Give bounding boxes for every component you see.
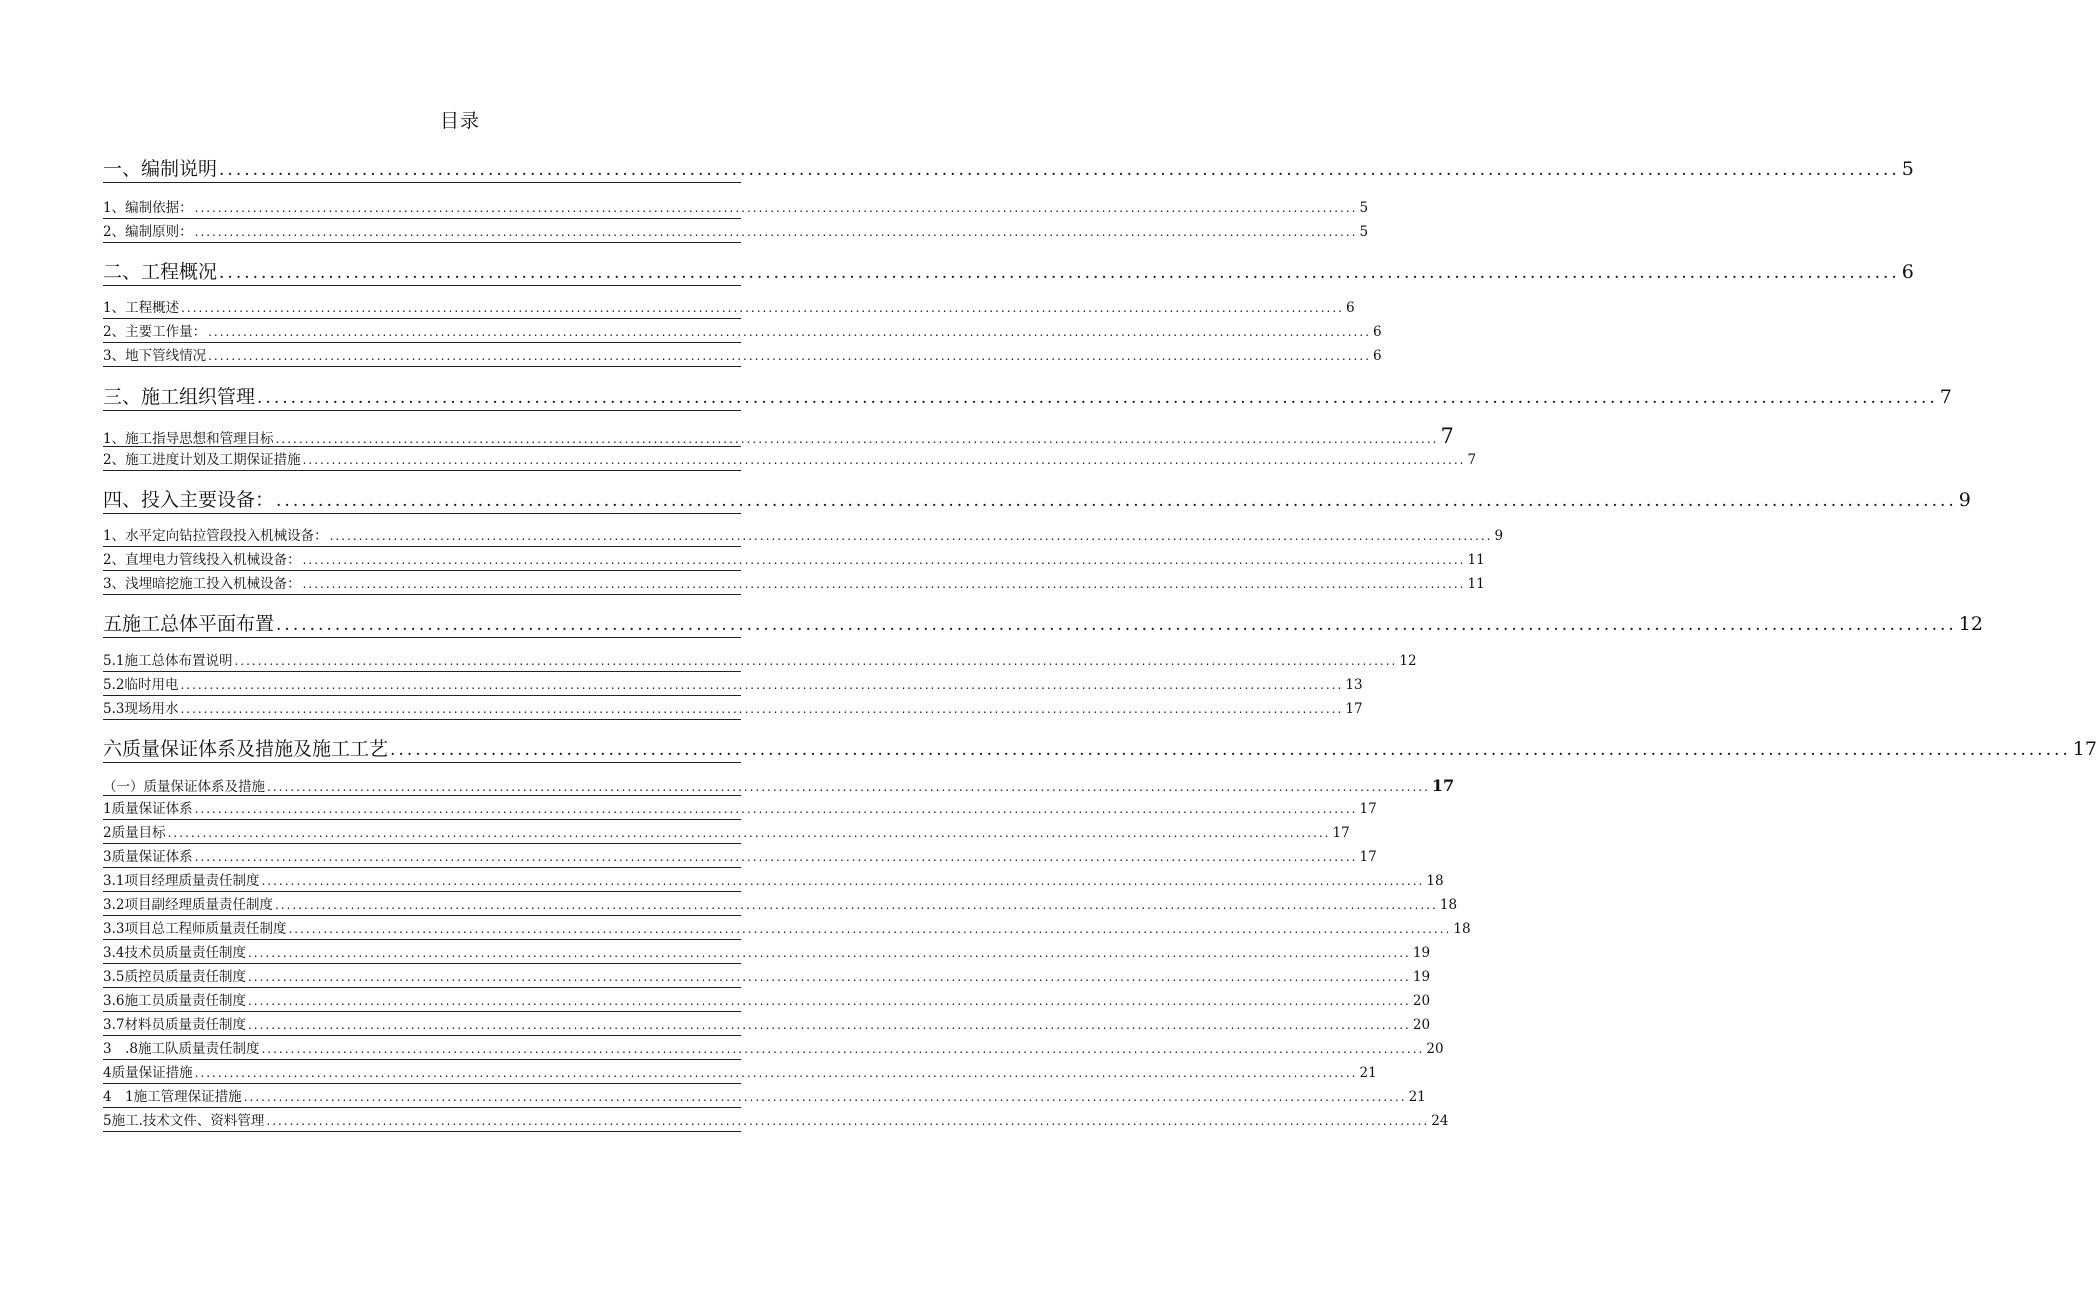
toc-leader-dots: ........................................................................................................................................................................................................ bbox=[247, 994, 1411, 1008]
toc-section-entry[interactable] bbox=[103, 451, 1477, 471]
toc-chapter-entry[interactable] bbox=[103, 259, 1914, 286]
toc-entry-label: 1、编制依据： bbox=[103, 200, 193, 216]
toc-section-entry[interactable] bbox=[103, 199, 1369, 219]
toc-entry-page-number: 20 bbox=[1412, 993, 1431, 1009]
toc-leader-dots: ........................................................................................................................................................................................................ bbox=[194, 225, 1358, 239]
toc-section-entry[interactable] bbox=[103, 896, 1458, 916]
toc-entry-page-number: 7 bbox=[1939, 386, 1952, 408]
toc-entry-label: 四、投入主要设备： bbox=[103, 489, 275, 511]
toc-section-entry[interactable] bbox=[103, 800, 1377, 820]
toc-entry-label: 1质量保证体系 bbox=[103, 801, 193, 817]
toc-section-entry[interactable] bbox=[103, 1088, 1426, 1108]
toc-entry-label: 2、编制原则： bbox=[103, 224, 193, 240]
toc-entry-label: 二、工程概况 bbox=[103, 261, 218, 283]
toc-entry-page-number: 17 bbox=[1359, 849, 1377, 865]
toc-entry-page-number: 6 bbox=[1901, 261, 1914, 283]
toc-leader-dots: ........................................................................................................................................................................................................ bbox=[208, 349, 1371, 363]
page-title: 目录 bbox=[439, 110, 480, 132]
toc-leader-dots: ........................................................................................................................................................................................................ bbox=[219, 160, 1900, 180]
toc-section-entry[interactable] bbox=[103, 944, 1431, 964]
toc-entry-label: 1、施工指导思想和管理目标 bbox=[103, 431, 274, 447]
toc-entry-page-number: 13 bbox=[1345, 677, 1363, 693]
toc-entry-label: 5.2临时用电 bbox=[103, 677, 179, 693]
toc-entry-label: （一）质量保证体系及措施 bbox=[103, 779, 265, 795]
toc-section-entry[interactable] bbox=[103, 1112, 1449, 1132]
toc-leader-dots: ........................................................................................................................................................................................................ bbox=[180, 702, 1344, 716]
toc-entry-page-number: 18 bbox=[1439, 897, 1458, 913]
toc-entry-page-number: 17 bbox=[1359, 801, 1377, 817]
toc-entry-label: 1、水平定向钻拉管段投入机械设备： bbox=[103, 528, 328, 544]
toc-entry-label: 三、施工组织管理 bbox=[103, 386, 256, 408]
toc-leader-dots: ........................................................................................................................................................................................................ bbox=[302, 453, 1466, 467]
toc-chapter-entry[interactable] bbox=[103, 156, 1914, 183]
toc-leader-dots: ........................................................................................................................................................................................................ bbox=[276, 491, 1957, 511]
toc-entry-page-number: 7 bbox=[1440, 424, 1454, 448]
toc-leader-dots: ........................................................................................................................................................................................................ bbox=[208, 325, 1371, 339]
toc-entry-page-number: 24 bbox=[1431, 1113, 1449, 1129]
toc-leader-dots: ........................................................................................................................................................................................................ bbox=[276, 615, 1957, 635]
toc-leader-dots: ........................................................................................................................................................................................................ bbox=[247, 970, 1411, 984]
toc-entry-label: 3.4技术员质量责任制度 bbox=[103, 945, 246, 961]
toc-entry-label: 5.1施工总体布置说明 bbox=[103, 653, 233, 669]
toc-leader-dots: ........................................................................................................................................................................................................ bbox=[247, 1018, 1411, 1032]
toc-entry-label: 五施工总体平面布置 bbox=[103, 613, 275, 635]
toc-entry-label: 2、主要工作量： bbox=[103, 324, 207, 340]
toc-leader-dots: ........................................................................................................................................................................................................ bbox=[390, 740, 2071, 760]
toc-section-entry[interactable] bbox=[103, 575, 1485, 595]
toc-leader-dots: ........................................................................................................................................................................................................ bbox=[194, 802, 1358, 816]
toc-entry-page-number: 7 bbox=[1467, 452, 1477, 468]
toc-leader-dots: ........................................................................................................................................................................................................ bbox=[267, 780, 1430, 794]
toc-entry-label: 3.1项目经理质量责任制度 bbox=[103, 873, 260, 889]
toc-entry-label: 3.6施工员质量责任制度 bbox=[103, 993, 246, 1009]
toc-entry-page-number: 6 bbox=[1372, 348, 1382, 364]
toc-leader-dots: ........................................................................................................................................................................................................ bbox=[266, 1114, 1430, 1128]
toc-section-entry[interactable] bbox=[103, 824, 1350, 844]
toc-leader-dots: ........................................................................................................................................................................................................ bbox=[329, 529, 1493, 543]
toc-entry-label: 3.2项目副经理质量责任制度 bbox=[103, 897, 273, 913]
toc-leader-dots: ........................................................................................................................................................................................................ bbox=[257, 388, 1938, 408]
toc-leader-dots: ........................................................................................................................................................................................................ bbox=[261, 874, 1425, 888]
toc-entry-page-number: 11 bbox=[1467, 552, 1485, 568]
toc-leader-dots: ........................................................................................................................................................................................................ bbox=[247, 946, 1411, 960]
toc-section-entry[interactable] bbox=[103, 223, 1369, 243]
toc-leader-dots: ........................................................................................................................................................................................................ bbox=[180, 678, 1344, 692]
toc-leader-dots: ........................................................................................................................................................................................................ bbox=[219, 263, 1900, 283]
toc-section-entry[interactable] bbox=[103, 776, 1455, 796]
toc-leader-dots: ........................................................................................................................................................................................................ bbox=[302, 553, 1466, 567]
toc-entry-page-number: 19 bbox=[1412, 969, 1431, 985]
toc-leader-dots: ........................................................................................................................................................................................................ bbox=[194, 201, 1358, 215]
toc-entry-label: 2、施工进度计划及工期保证措施 bbox=[103, 452, 301, 468]
toc-section-entry[interactable] bbox=[103, 920, 1471, 940]
toc-section-entry[interactable] bbox=[103, 527, 1504, 547]
toc-entry-label: 2、直埋电力管线投入机械设备： bbox=[103, 552, 301, 568]
toc-leader-dots: ........................................................................................................................................................................................................ bbox=[194, 850, 1358, 864]
toc-section-entry[interactable] bbox=[103, 1064, 1377, 1084]
toc-leader-dots: ........................................................................................................................................................................................................ bbox=[194, 1066, 1358, 1080]
toc-section-entry[interactable] bbox=[103, 299, 1355, 319]
toc-entry-page-number: 17 bbox=[1431, 776, 1455, 795]
toc-entry-page-number: 17 bbox=[1332, 825, 1350, 841]
toc-entry-page-number: 19 bbox=[1412, 945, 1431, 961]
toc-chapter-entry[interactable] bbox=[103, 384, 1952, 411]
toc-leader-dots: ........................................................................................................................................................................................................ bbox=[181, 301, 1344, 315]
toc-section-entry[interactable] bbox=[103, 424, 1454, 448]
toc-section-entry[interactable] bbox=[103, 676, 1363, 696]
toc-leader-dots: ........................................................................................................................................................................................................ bbox=[302, 577, 1466, 591]
toc-section-entry[interactable] bbox=[103, 1016, 1431, 1036]
toc-entry-label: 2质量目标 bbox=[103, 825, 166, 841]
toc-entry-page-number: 18 bbox=[1426, 873, 1444, 889]
toc-section-entry[interactable] bbox=[103, 700, 1363, 720]
toc-section-entry[interactable] bbox=[103, 323, 1382, 343]
toc-entry-label: 3、浅埋暗挖施工投入机械设备： bbox=[103, 576, 301, 592]
toc-entry-page-number: 18 bbox=[1453, 921, 1471, 937]
toc-section-entry[interactable] bbox=[103, 872, 1444, 892]
toc-section-entry[interactable] bbox=[103, 992, 1431, 1012]
toc-entry-page-number: 6 bbox=[1345, 300, 1355, 316]
toc-entry-label: 3.7材料员质量责任制度 bbox=[103, 1017, 246, 1033]
toc-leader-dots: ........................................................................................................................................................................................................ bbox=[275, 432, 1439, 446]
toc-leader-dots: ........................................................................................................................................................................................................ bbox=[234, 654, 1398, 668]
toc-leader-dots: ........................................................................................................................................................................................................ bbox=[167, 826, 1331, 840]
toc-section-entry[interactable] bbox=[103, 551, 1485, 571]
toc-entry-page-number: 6 bbox=[1372, 324, 1382, 340]
toc-leader-dots: ........................................................................................................................................................................................................ bbox=[243, 1090, 1407, 1104]
toc-entry-label: 4质量保证措施 bbox=[103, 1065, 193, 1081]
toc-entry-page-number: 21 bbox=[1359, 1065, 1377, 1081]
toc-leader-dots: ........................................................................................................................................................................................................ bbox=[288, 922, 1452, 936]
toc-section-entry[interactable] bbox=[103, 968, 1431, 988]
toc-entry-page-number: 20 bbox=[1426, 1041, 1444, 1057]
toc-entry-page-number: 11 bbox=[1467, 576, 1485, 592]
toc-section-entry[interactable] bbox=[103, 1040, 1444, 1060]
toc-leader-dots: ........................................................................................................................................................................................................ bbox=[274, 898, 1438, 912]
toc-entry-page-number: 17 bbox=[2072, 738, 2097, 760]
toc-section-entry[interactable] bbox=[103, 347, 1382, 367]
toc-chapter-entry[interactable] bbox=[103, 487, 1971, 514]
toc-entry-page-number: 17 bbox=[1345, 701, 1363, 717]
toc-entry-label: 六质量保证体系及措施及施工工艺 bbox=[103, 738, 389, 760]
toc-entry-label: 1、工程概述 bbox=[103, 300, 180, 316]
toc-entry-page-number: 12 bbox=[1958, 613, 1983, 635]
toc-entry-page-number: 9 bbox=[1494, 528, 1504, 544]
toc-entry-page-number: 12 bbox=[1399, 653, 1417, 669]
toc-leader-dots: ........................................................................................................................................................................................................ bbox=[261, 1042, 1425, 1056]
toc-entry-page-number: 5 bbox=[1359, 200, 1369, 216]
toc-entry-page-number: 5 bbox=[1901, 158, 1914, 180]
toc-entry-label: 3.3项目总工程师质量责任制度 bbox=[103, 921, 287, 937]
toc-section-entry[interactable] bbox=[103, 652, 1417, 672]
toc-entry-label: 4 1施工管理保证措施 bbox=[103, 1089, 242, 1105]
toc-entry-label: 5施工.技术文件、资料管理 bbox=[103, 1113, 265, 1129]
toc-entry-page-number: 5 bbox=[1359, 224, 1369, 240]
toc-entry-label: 一、编制说明 bbox=[103, 158, 218, 180]
toc-entry-label: 3 .8施工队质量责任制度 bbox=[103, 1041, 260, 1057]
toc-chapter-entry[interactable] bbox=[103, 611, 1983, 638]
toc-entry-page-number: 21 bbox=[1408, 1089, 1426, 1105]
toc-entry-label: 3质量保证体系 bbox=[103, 849, 193, 865]
toc-entry-page-number: 9 bbox=[1958, 489, 1971, 511]
toc-section-entry[interactable] bbox=[103, 848, 1377, 868]
toc-entry-page-number: 20 bbox=[1412, 1017, 1431, 1033]
toc-entry-label: 5.3现场用水 bbox=[103, 701, 179, 717]
toc-chapter-entry[interactable] bbox=[103, 736, 2097, 763]
toc-entry-label: 3.5质控员质量责任制度 bbox=[103, 969, 246, 985]
toc-entry-label: 3、地下管线情况 bbox=[103, 348, 207, 364]
